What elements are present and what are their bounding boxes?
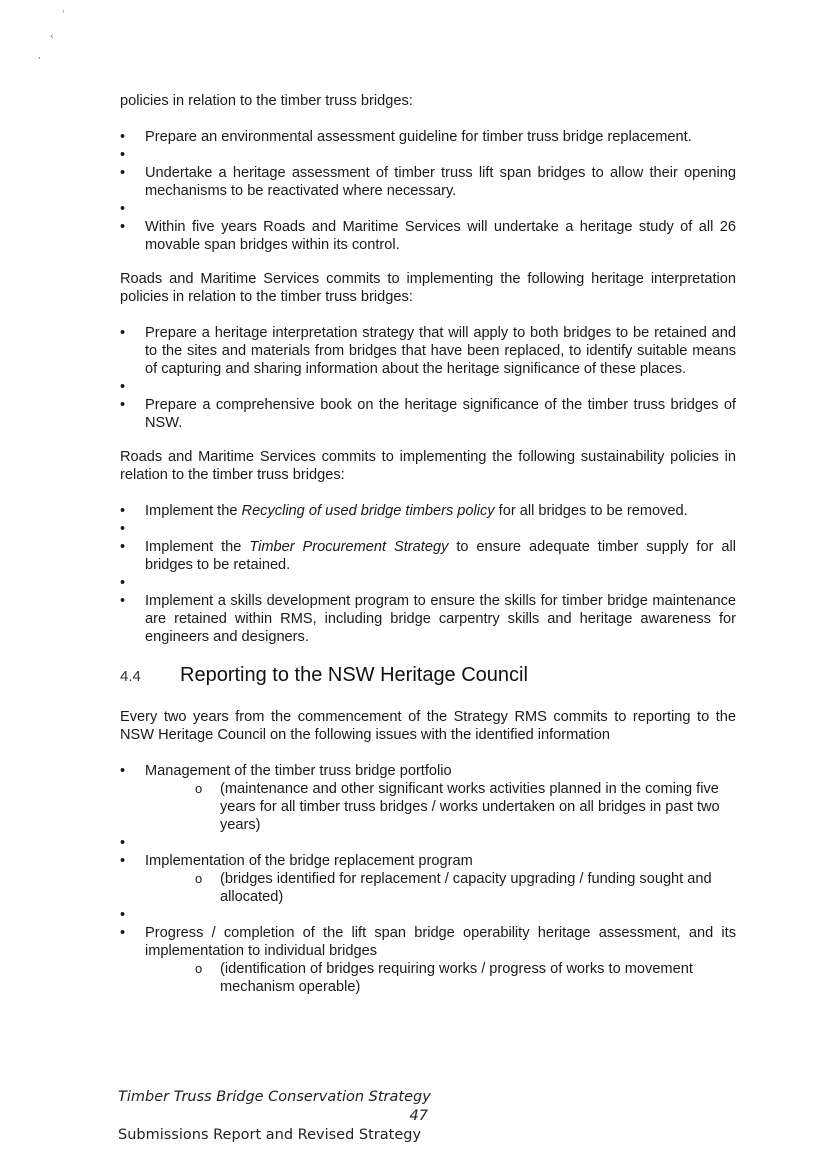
scan-artifact-mark: ’: [38, 56, 41, 65]
list-item: • Management of the timber truss bridge portfolio o (maintenance and other significant works activities planned in the coming five years for all timber truss bridges / works undertaken on all bridges in past two years): [120, 762, 736, 834]
sub-list-item: o (maintenance and other significant works activities planned in the coming five years for all timber truss bridges / works undertaken on all bridges in past two years): [195, 780, 736, 834]
footer-subtitle: Submissions Report and Revised Strategy: [118, 1127, 422, 1143]
sub-list: [120, 780, 736, 834]
sub-list-item: o (bridges identified for replacement / capacity upgrading / funding sought and allocated): [195, 870, 736, 906]
reporting-list: [120, 762, 736, 996]
list-item: • Implement a skills development program to ensure the skills for timber bridge maintenance are retained within RMS, including bridge carpentry skills and heritage awareness for engineers and designers.: [120, 592, 736, 646]
section-heading: [120, 666, 736, 686]
sustainability-policy-list: [120, 502, 736, 646]
page-body: [120, 92, 736, 996]
sub-list: [120, 870, 736, 906]
scan-artifact-mark: ˈ: [62, 10, 65, 20]
list-item: • Prepare a comprehensive book on the heritage significance of the timber truss bridges of NSW.: [120, 396, 736, 432]
interpretation-paragraph: Roads and Maritime Services commits to implementing the following heritage interpretation policies in relation to the timber truss bridges:: [120, 271, 736, 305]
section-number: 4.4: [120, 668, 141, 685]
policy-name: Recycling of used bridge timbers policy: [241, 503, 495, 519]
list-item: • Undertake a heritage assessment of timber truss lift span bridges to allow their opening mechanisms to be reactivated where necessary.: [120, 164, 736, 200]
sub-list: [120, 960, 736, 996]
footer-document-title: Timber Truss Bridge Conservation Strategy: [118, 1089, 431, 1105]
list-item: • Within five years Roads and Maritime Services will undertake a heritage study of all 26 movable span bridges within its control.: [120, 218, 736, 254]
page-number: 47: [409, 1108, 428, 1124]
section-title: Reporting to the NSW Heritage Council: [180, 664, 528, 686]
list-item: • Prepare an environmental assessment guideline for timber truss bridge replacement.: [120, 128, 736, 146]
list-item: • Prepare a heritage interpretation strategy that will apply to both bridges to be retained and to the sites and materials from bridges that have been replaced, to identify suitable means of capturing and sharing information about the heritage significance of these places.: [120, 324, 736, 378]
list-item: • Implement the Timber Procurement Strategy to ensure adequate timber supply for all bridges to be retained.: [120, 538, 736, 574]
heritage-policy-list: [120, 128, 736, 254]
sustainability-paragraph: Roads and Maritime Services commits to implementing the following sustainability policies in relation to the timber truss bridges:: [120, 449, 736, 483]
intro-line: policies in relation to the timber truss bridges:: [120, 93, 413, 109]
strategy-name: Timber Procurement Strategy: [249, 539, 449, 555]
list-item: • Implement the Recycling of used bridge timbers policy for all bridges to be removed.: [120, 502, 736, 520]
list-item: • Progress / completion of the lift span bridge operability heritage assessment, and its implementation to individual bridges o (identification of bridges requiring works / progress of works to movement mechanism operable): [120, 924, 736, 996]
sub-list-item: o (identification of bridges requiring works / progress of works to movement mechanism operable): [195, 960, 736, 996]
page-footer: [118, 1088, 448, 1145]
list-item: • Implementation of the bridge replacement program o (bridges identified for replacement / capacity upgrading / funding sought and allocated): [120, 852, 736, 906]
interpretation-policy-list: [120, 324, 736, 432]
scan-artifact-mark: ‹: [50, 32, 54, 42]
reporting-paragraph: Every two years from the commencement of the Strategy RMS commits to reporting to the NSW Heritage Council on the following issues with the identified information: [120, 709, 736, 743]
